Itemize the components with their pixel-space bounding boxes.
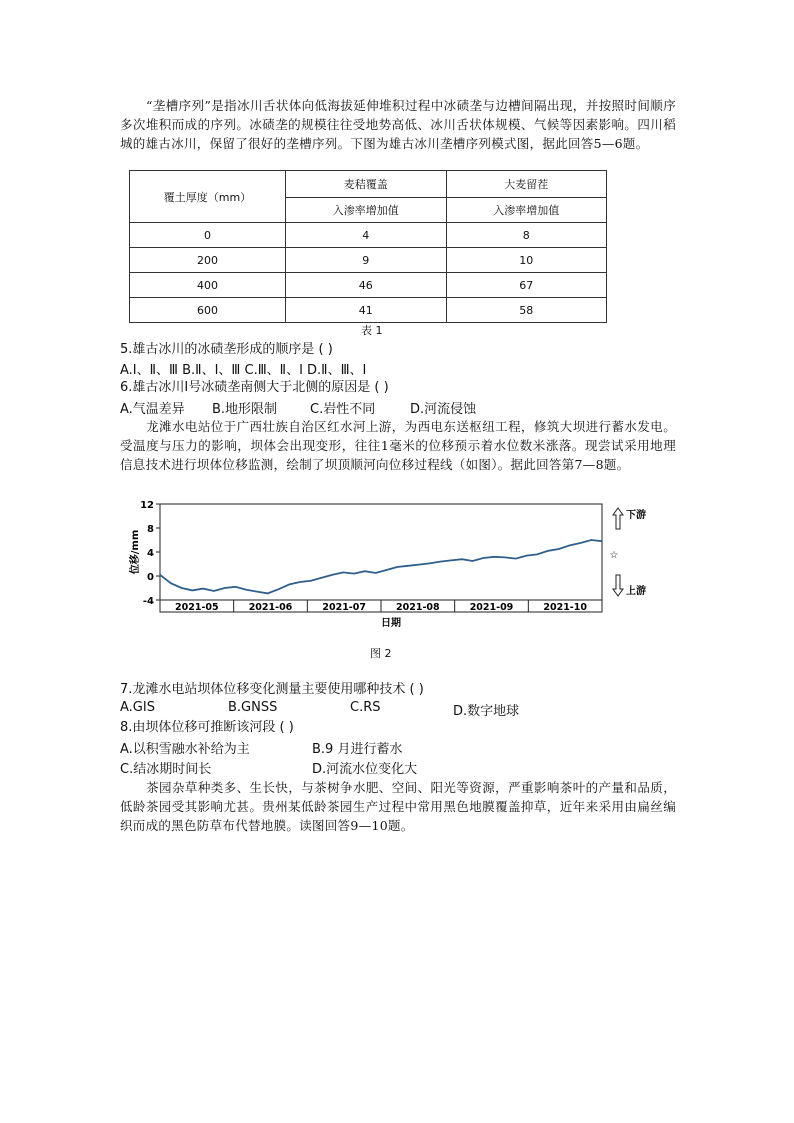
table-caption: 表 1 [361,324,383,337]
y-tick-label: 12 [140,500,154,511]
cell: 46 [286,273,447,298]
cell: 400 [130,273,286,298]
table-row [130,248,607,273]
table-row [130,223,607,248]
star-icon: ☆ [609,550,619,561]
header-soil-thickness: 覆土厚度（mm） [130,171,286,223]
cell: 8 [446,223,607,248]
figure-caption: 图 2 [370,647,392,660]
question-6-option-d: D.河流侵蚀 [410,402,477,417]
y-tick-label: -4 [142,596,154,607]
question-7-option-c: C.RS [350,700,381,715]
upstream-arrow-icon [613,575,623,596]
cell: 58 [446,298,607,323]
header-wheat-straw: 麦秸覆盖 [286,171,447,198]
question-6-stem: 6.雄古冰川Ⅰ号冰碛垄南侧大于北侧的原因是 ( ) [120,380,389,395]
header-barley-stubble: 大麦留茬 [446,171,607,198]
y-tick-label: 8 [147,524,154,535]
question-8-option-b: B.9 月进行蓄水 [312,742,403,757]
cell: 67 [446,273,607,298]
cell: 10 [446,248,607,273]
x-tick-label: 2021-07 [322,602,366,613]
y-tick-label: 0 [147,572,154,583]
x-tick-label: 2021-05 [175,602,219,613]
y-tick-label: 4 [147,548,154,559]
question-6-option-c: C.岩性不同 [310,402,376,417]
downstream-arrow-icon [613,508,623,529]
question-5-options: A.Ⅰ、Ⅱ、Ⅲ B.Ⅱ、Ⅰ、Ⅲ C.Ⅲ、Ⅱ、Ⅰ D.Ⅱ、Ⅲ、Ⅰ [120,363,367,378]
intro-paragraph-dam: 龙滩水电站位于广西壮族自治区红水河上游，为西电东送枢纽工程，修筑大坝进行蓄水发电。受温度与压力的影响，坝体会出现变形，往往1毫米的位移预示着水位数米涨落。现尝试采用地理信息技术进行坝体位移监测，绘制了坝顶顺河向位移过程线（如图）。据此回答第7—8题。 [120,419,676,472]
question-5-stem: 5.雄古冰川的冰碛垄形成的顺序是 ( ) [120,342,333,357]
cell: 600 [130,298,286,323]
y-axis-label: 位移/mm [130,529,141,575]
question-8-option-d: D.河流水位变化大 [312,762,418,777]
x-tick-label: 2021-09 [469,602,514,613]
intro-paragraph-glacier: “垄槽序列”是指冰川舌状体向低海拔延伸堆积过程中冰碛垄与边槽间隔出现，并按照时间顺序多次堆积而成的序列。冰碛垄的规模往往受地势高低、冰川舌状体规模、气候等因素影响。四川稻城的雄古冰川，保留了很好的垄槽序列。下图为雄古冰川垄槽序列模式图，据此回答5—6题。 [120,98,676,151]
x-tick-label: 2021-08 [396,602,440,613]
intro-paragraph-tea: 茶园杂草种类多、生长快，与茶树争水肥、空间、阳光等资源，严重影响茶叶的产量和品质，低龄茶园受其影响尤甚。贵州某低龄茶园生产过程中常用黑色地膜覆盖抑草，近年来采用由扁丝编织而成的黑色防草布代替地膜。读图回答9—10题。 [120,780,676,833]
side-label-upstream: 上游 [626,586,646,597]
question-8-option-a: A.以积雪融水补给为主 [120,742,250,757]
question-6-option-b: B.地形限制 [212,402,278,417]
table-row [130,298,607,323]
question-6-option-a: A.气温差异 [120,402,185,417]
question-7-option-b: B.GNSS [228,700,278,715]
infiltration-table [129,170,607,323]
subheader-infiltration-1: 入渗率增加值 [286,198,447,223]
side-label-downstream: 下游 [626,510,646,521]
cell: 200 [130,248,286,273]
cell: 4 [286,223,447,248]
dam-displacement-chart [130,492,646,632]
cell: 0 [130,223,286,248]
question-8-option-c: C.结冰期时间长 [120,762,212,777]
cell: 41 [286,298,447,323]
x-tick-label: 2021-10 [543,602,587,613]
x-tick-label: 2021-06 [248,602,293,613]
question-7-stem: 7.龙滩水电站坝体位移变化测量主要使用哪种技术 ( ) [120,682,424,697]
x-axis-label: 日期 [381,618,401,629]
subheader-infiltration-2: 入渗率增加值 [446,198,607,223]
question-7-option-d: D.数字地球 [453,704,520,719]
plot-frame [160,504,602,600]
question-8-stem: 8.由坝体位移可推断该河段 ( ) [120,720,294,735]
displacement-line [160,540,602,593]
table-row [130,273,607,298]
question-7-option-a: A.GIS [120,700,155,715]
cell: 9 [286,248,447,273]
